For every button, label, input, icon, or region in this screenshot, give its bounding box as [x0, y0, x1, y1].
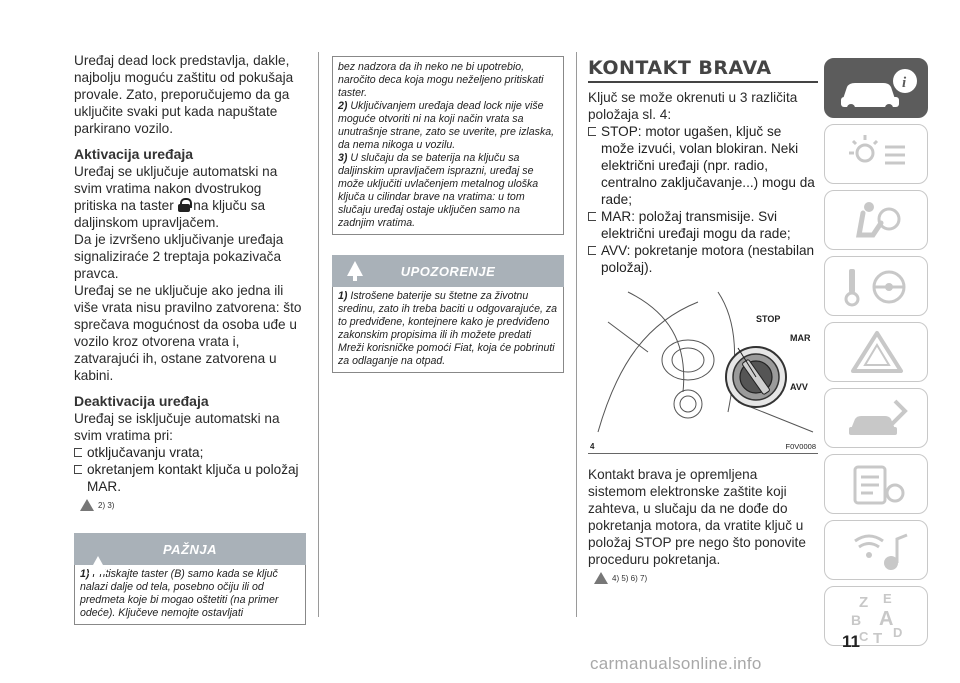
warning-continuation: bez nadzora da ih neko ne bi upotrebio, naročito deca koja mogu neželjeno pritiskati taster. 2) Uključivanjem uređaja dead lock nije više moguće otvoriti ni na koji način vrata sa unutrašnje strane, zato se uverite, pre izlaska, da nema nikoga u vozilu. 3) U slučaju da se baterija na ključu sa daljinskim upravljačem isprazni, uređaj se može uključiti uvlačenjem metalnog uloška ključa u cilindar brave na vratima: u tom slučaju uređaj ostaje uključen samo na zadnjim vratima. — [332, 56, 564, 235]
bullet-icon — [74, 465, 82, 474]
section-title: KONTAKT BRAVA — [588, 57, 772, 79]
warning-body: 1) Pritiskajte taster (B) samo kada se ključ nalazi dalje od tela, posebno očiju ili od predmeta koje bi mogao oštetiti (na primer odeće). Ključeve nemojte ostavljati — [74, 565, 306, 625]
heading-deactivation: Deaktivacija uređaja — [74, 393, 209, 409]
paragraph: Uređaj se uključuje automatski na svim vratima nakon dvostrukog pritiska na taster na ključu sa daljinskom upravljačem. — [74, 164, 278, 230]
warning-box-header — [74, 533, 306, 565]
page-number: 11 — [842, 632, 860, 651]
bullet-icon — [74, 448, 82, 457]
index-letter: A — [879, 608, 894, 630]
car-info-icon — [825, 59, 929, 119]
tab-technical-data[interactable] — [824, 454, 928, 514]
paragraph: Uređaj se isključuje automatski na svim vratima pri: — [74, 411, 280, 443]
data-specs-icon — [825, 455, 929, 515]
index-letters-icon — [825, 587, 929, 647]
list-item: STOP: motor ugašen, ključ se može izvući, volan blokiran. Neki električni uređaji (npr. radio, centralno zaključavanje...) mogu da rade; — [588, 123, 818, 208]
paragraph: Kontakt brava je opremljena sistemom elektronske zaštite koji zahteva, u slučaju da ne dođe do pokretanja motora, da vratite ključ u položaj STOP pre nego što ponovite proceduru pokretanja. — [588, 467, 806, 567]
ignition-figure — [588, 282, 818, 454]
tab-key-steering[interactable] — [824, 256, 928, 316]
ignition-illustration — [588, 282, 818, 442]
environment-box-header — [332, 255, 564, 287]
column-divider — [576, 52, 577, 617]
index-letter: D — [893, 625, 903, 640]
index-letter: C — [859, 629, 869, 644]
warning-box — [74, 533, 306, 625]
tab-car-info[interactable] — [824, 58, 928, 118]
title-rule — [588, 81, 818, 83]
list-item: otključavanju vrata; — [74, 444, 306, 461]
key-steering-icon — [825, 257, 929, 317]
environment-title: UPOZORENJE — [400, 263, 496, 279]
svg-text:i: i — [902, 75, 907, 91]
figure-number: 4 — [590, 442, 595, 451]
reference-notes: 2) 3) — [80, 499, 306, 511]
warning-triangle-icon — [825, 323, 929, 383]
multimedia-icon — [825, 521, 929, 581]
heading-activation: Aktivacija uređaja — [74, 146, 194, 162]
paragraph: Uređaj dead lock predstavlja, dakle, najbolju moguću zaštitu od pokušaja provale. Zato, preporučujemo da ga uključite svaki put kada napuštate parkirano vozilo. — [74, 53, 294, 136]
tab-maintenance[interactable] — [824, 388, 928, 448]
index-letter: T — [873, 630, 883, 647]
list-item: MAR: položaj transmisije. Svi električni uređaji mogu da rade; — [588, 208, 818, 242]
watermark: carmanualsonline.info — [590, 654, 762, 673]
bullet-icon — [588, 246, 596, 255]
label-avv: AVV — [790, 382, 808, 392]
column-1 — [74, 52, 306, 625]
tab-emergency[interactable] — [824, 322, 928, 382]
airbag-safety-icon — [825, 191, 929, 251]
tab-safety[interactable] — [824, 190, 928, 250]
figure-code: F0V0008 — [785, 442, 816, 451]
index-letter: E — [883, 591, 892, 606]
environment-body: 1) Istrošene baterije su štetne za životnu sredinu, zato ih treba baciti u odgovarajuće, za to predviđene, kontejnere kako je predviđeno zakonskim propisima ili ih možete predati Mreži korisničke pomoći Fiat, koja će pobrinuti za odlaganje na otpad. — [332, 287, 564, 373]
paragraph: Uređaj se ne uključuje ako jedna ili više vrata nisu pravilno zatvorena: što sprečava mogućnost da osoba uđe u vozilo kroz otvorena vrata i, zatvarajući ih, ostane zatvorena u kabini. — [74, 283, 302, 383]
index-letter: B — [851, 612, 862, 628]
environment-box — [332, 255, 564, 373]
column-3 — [588, 56, 818, 584]
tab-multimedia[interactable] — [824, 520, 928, 580]
tab-index[interactable] — [824, 586, 928, 646]
reference-notes: 4) 5) 6) 7) — [594, 572, 818, 584]
column-divider — [318, 52, 319, 617]
paragraph: Da je izvršeno uključivanje uređaja signaliziraće 2 treptaja pokazivača pravca. — [74, 232, 284, 281]
dashboard-lights-icon — [825, 125, 929, 185]
tab-dashboard-lights[interactable] — [824, 124, 928, 184]
label-stop: STOP — [756, 314, 781, 324]
list-item: AVV: pokretanje motora (nestabilan položaj). — [588, 242, 818, 276]
warning-title: PAŽNJA — [162, 541, 218, 557]
paragraph: Ključ se može okrenuti u 3 različita položaja sl. 4: — [588, 90, 798, 122]
warning-triangle-icon — [594, 572, 608, 584]
wrench-car-icon — [825, 389, 929, 449]
lock-key-icon — [178, 198, 190, 212]
bullet-icon — [588, 127, 596, 136]
column-2 — [332, 56, 564, 373]
index-letter: Z — [859, 594, 869, 611]
label-mar: MAR — [790, 333, 811, 343]
list-item: okretanjem kontakt ključa u položaj MAR. — [74, 461, 306, 495]
warning-triangle-icon — [80, 499, 94, 511]
bullet-icon — [588, 212, 596, 221]
warning-icon — [88, 539, 108, 574]
